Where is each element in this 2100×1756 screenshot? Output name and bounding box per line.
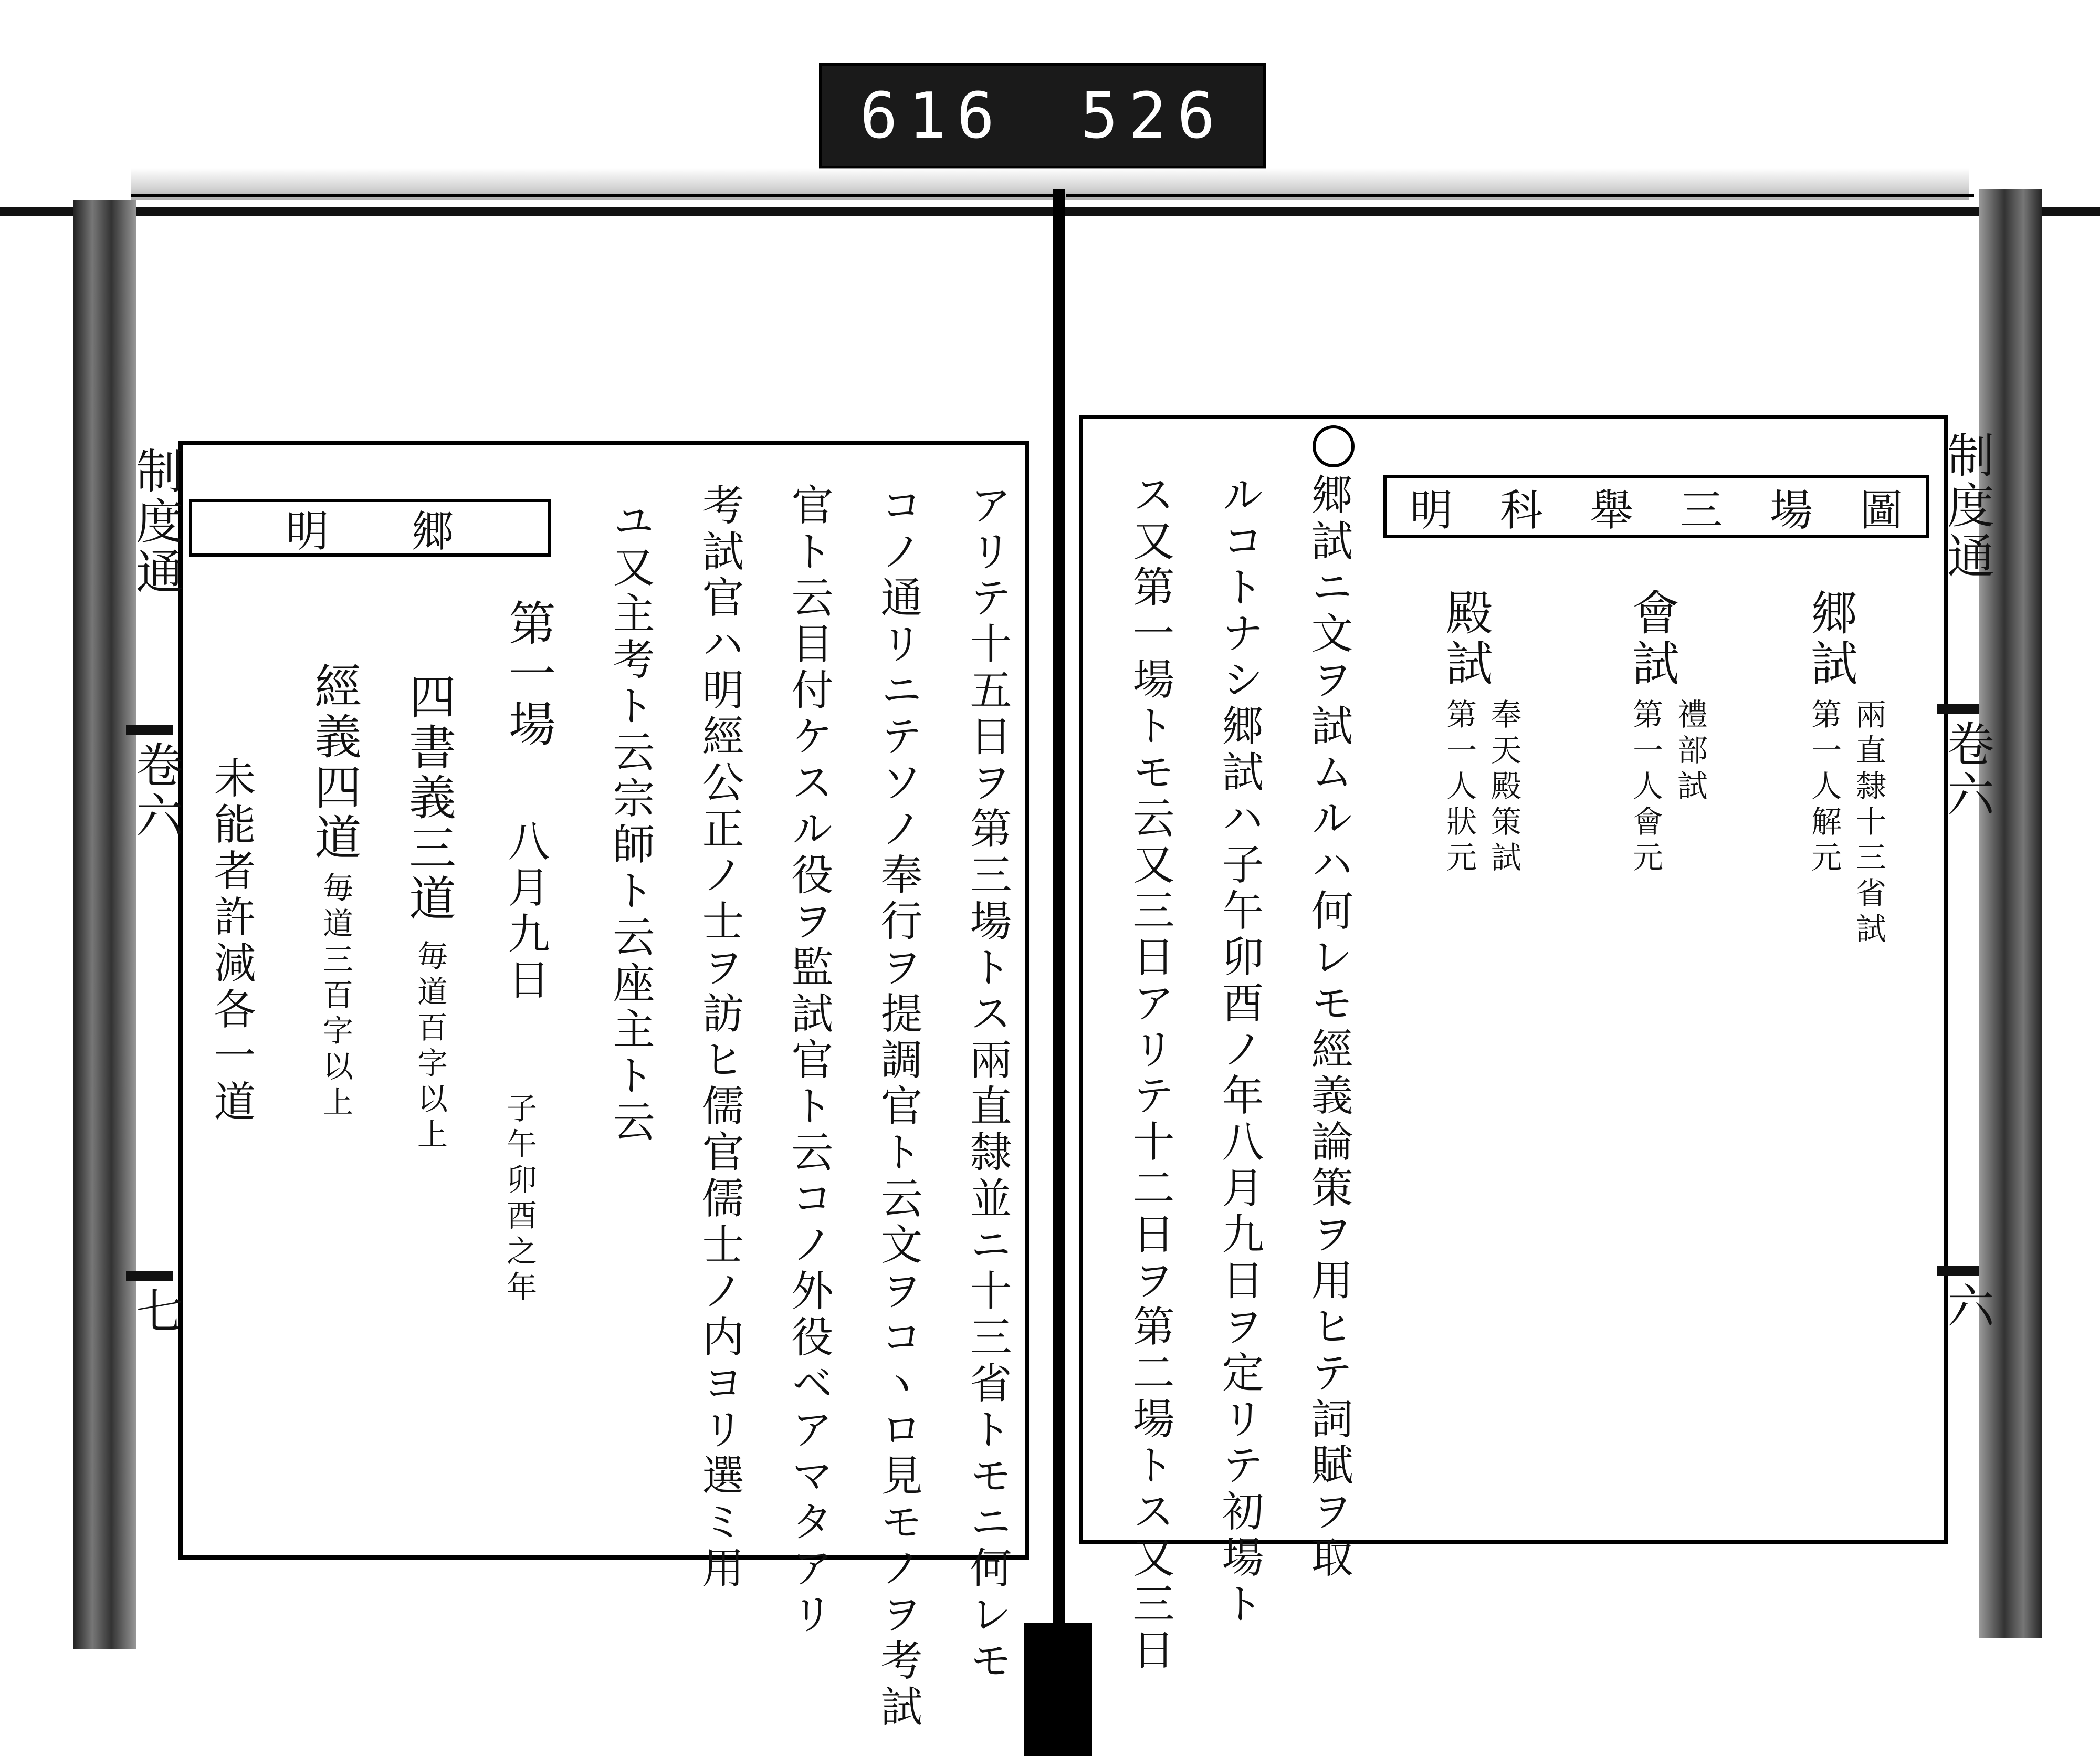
field-line3: 未能者許減各一道 (207, 756, 256, 1126)
title-char: 明 (286, 506, 329, 557)
text-column: 考試官ハ明經公正ノ士ヲ訪ヒ儒官儒士ノ内ヨリ選ミ用 (695, 483, 744, 1592)
title-char: 圖 (1860, 485, 1903, 536)
right-margin-volume: 卷六 (1939, 719, 1994, 820)
title-char: 郷 (411, 506, 455, 557)
exam-note-xiangshi: 兩直隸十三省試 (1851, 698, 1886, 948)
film-frame-label (819, 63, 1266, 169)
book-spine (1053, 189, 1065, 1754)
exam-name-huishi: 會試 (1624, 588, 1679, 689)
exam-note-dianshi: 奉天殿策試 (1486, 698, 1521, 877)
text-column: ス又第一場トモ云又三日アリテ十二日ヲ第二場トス又三日 (1126, 473, 1174, 1674)
left-margin-page: 七 (128, 1287, 183, 1337)
field-line1-main: 四書義三道 (401, 672, 456, 924)
text-column: ユ又主考ト云宗師ト云座主ト云 (606, 499, 655, 1146)
left-title-box (189, 499, 551, 557)
right-margin-page: 六 (1939, 1281, 1994, 1332)
text-column: アリテ十五日ヲ第三場トス兩直隸並ニ十三省トモニ何レモ (963, 483, 1012, 1685)
field-line2-note: 毎道三百字以上 (318, 872, 353, 1122)
text-column: 官ト云目付ケスル役ヲ監試官ト云コノ外役ベアマタアリ (784, 483, 833, 1638)
exam-sub-huishi: 第一人會元 (1628, 698, 1663, 877)
margin-rule (1937, 704, 1979, 714)
film-label-left: 616 (859, 79, 1005, 153)
exam-name-xiangshi: 郷試 (1802, 588, 1857, 689)
exam-sub-xiangshi: 第一人解元 (1806, 698, 1842, 877)
margin-rule (126, 1271, 173, 1281)
book-edge-left (74, 200, 136, 1649)
book-edge-right (1979, 189, 2042, 1638)
margin-rule (126, 725, 173, 735)
field-date-note: 子午卯酉之年 (501, 1092, 537, 1306)
title-char: 舉 (1590, 485, 1633, 536)
book-spine-base (1024, 1623, 1092, 1756)
title-char: 場 (1769, 485, 1813, 536)
text-column: 郷試ニ文ヲ試ムルハ何レモ經義論策ヲ用ヒテ詞賦ヲ取 (1304, 473, 1353, 1582)
title-char: 明 (1410, 485, 1453, 536)
film-label-right: 526 (1080, 79, 1226, 153)
circle-mark (1312, 425, 1354, 467)
text-column: ルコトナシ郷試ハ子午卯酉ノ年八月九日ヲ定リテ初場ト (1215, 473, 1264, 1628)
right-title-box (1383, 475, 1929, 538)
left-margin-volume: 卷六 (128, 740, 183, 841)
right-page-frame (1079, 415, 1948, 1544)
field-line1-note: 毎道百字以上 (412, 940, 448, 1154)
field-heading: 第一場 (500, 599, 555, 750)
field-date: 八月九日 (501, 819, 550, 1004)
left-margin-title: 制度通 (128, 446, 183, 598)
margin-rule (1937, 1266, 1979, 1276)
title-char: 科 (1499, 485, 1543, 536)
exam-note-huishi: 禮部試 (1672, 698, 1708, 806)
exam-name-dianshi: 殿試 (1437, 588, 1493, 689)
right-margin-title: 制度通 (1939, 431, 1994, 582)
exam-sub-dianshi: 第一人狀元 (1441, 698, 1477, 877)
field-line2-main: 經義四道 (306, 662, 361, 863)
text-column: コノ通リニテソノ奉行ヲ提調官ト云文ヲコヽロ見モノヲ考試 (874, 483, 922, 1731)
title-char: 三 (1679, 485, 1723, 536)
